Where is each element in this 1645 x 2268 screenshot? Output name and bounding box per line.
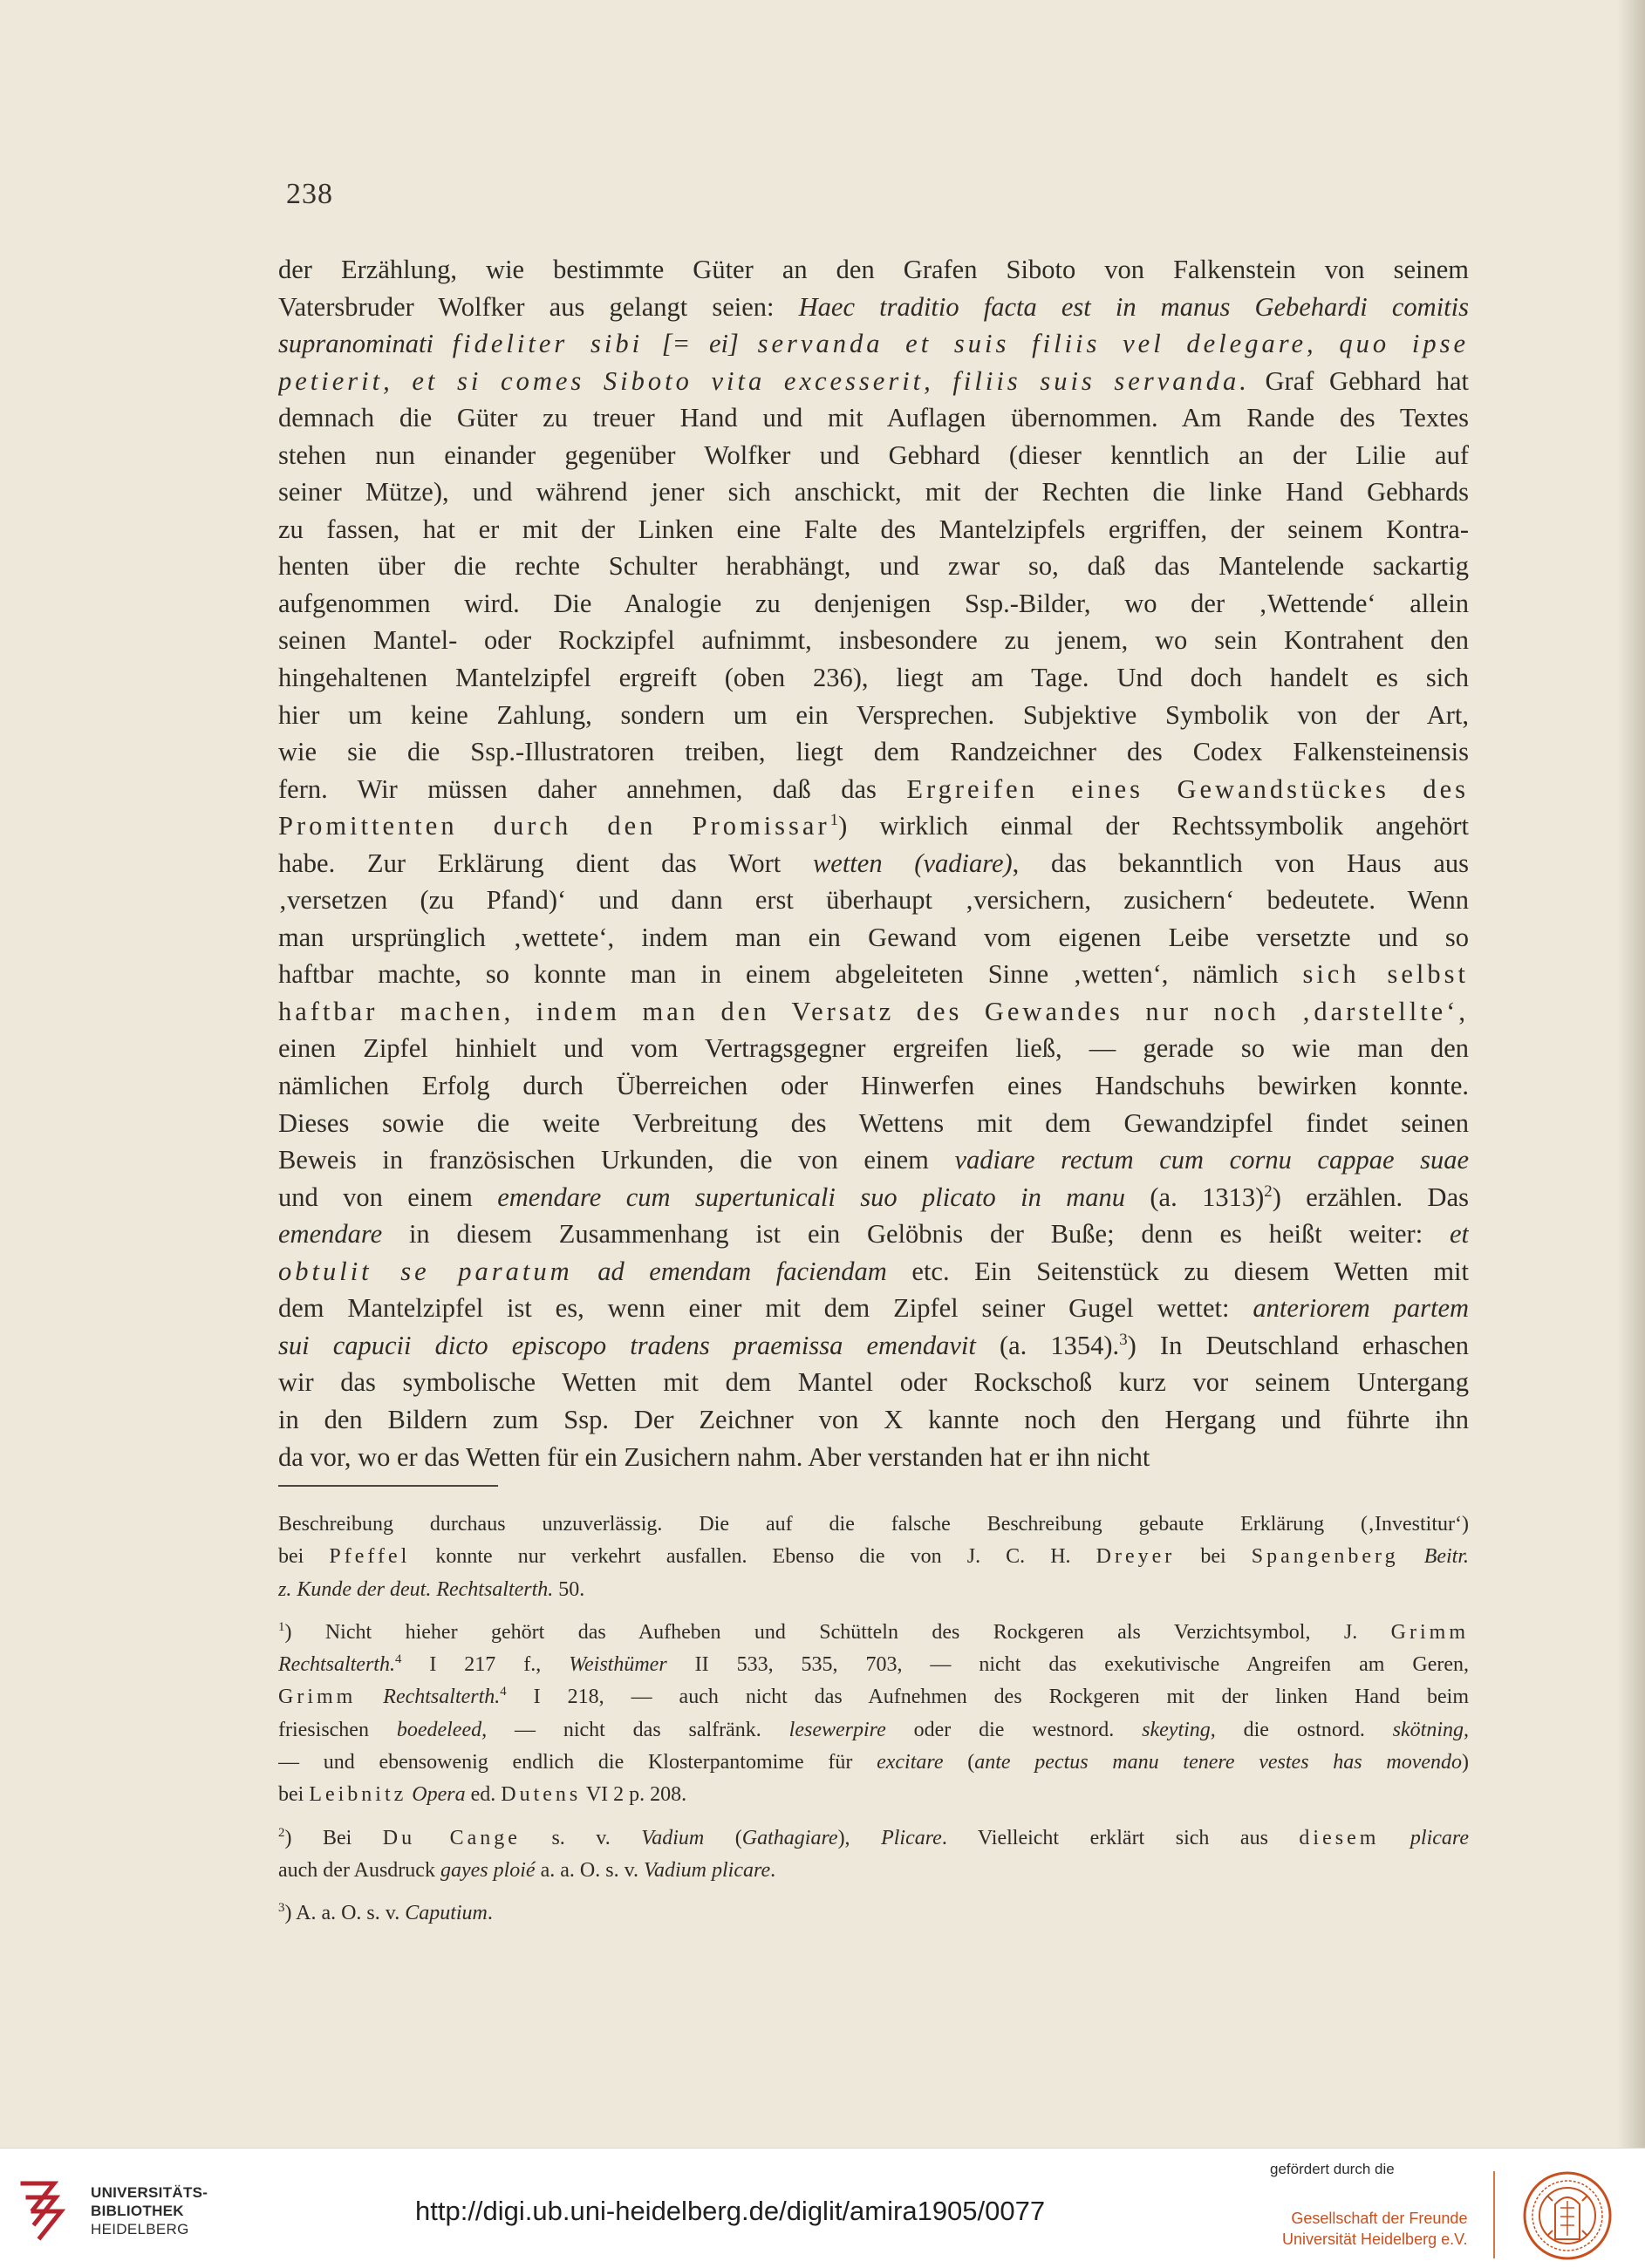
text-run: ) Nicht hieher gehört das Aufheben und Schütteln des Rockgeren als Verzichtsymbol, J. [284,1620,1391,1644]
text-run: die ostnord. [1215,1718,1393,1741]
body-line [278,363,1469,400]
text-run: boedeleed, [396,1718,488,1741]
footnote-line [278,1541,1469,1573]
footnote-line [278,1747,1469,1779]
text-run: 50. [553,1577,585,1601]
text-run: Graf Gebhard hat [1249,365,1469,396]
text-run: oder die westnord. [885,1718,1143,1741]
footnote-rule [278,1485,498,1487]
text-run: fideliter sibi [452,329,644,359]
text-run: obtulit se paratum [278,1256,573,1286]
body-line [278,1179,1469,1216]
text-run: Plicare [881,1826,942,1849]
text-run: ) wirklich einmal der Rechtssymbolik angehört [838,811,1469,841]
text-run: supranominati [278,329,453,359]
text-run: — nicht das salfränk. [487,1718,789,1741]
body-line [278,993,1469,1031]
text-run: bei [1175,1545,1252,1569]
text-run: henten über die rechte Schulter herabhängt, und zwar so, daß das Mantelende sackartig [278,551,1469,582]
text-run: auch der Ausdruck [278,1858,440,1882]
text-run: in diesem Zusammenhang ist ein Gelöbnis der Buße; denn es heißt weiter: [382,1219,1450,1250]
text-run: Rechtsalterth. [383,1686,501,1709]
text-run: s. v. [520,1826,642,1849]
page-edge-shadow [1617,0,1645,2148]
body-line [278,697,1469,734]
text-run: Vadium plicare [644,1858,771,1882]
text-run: wir das symbolische Wetten mit dem Mantel oder Rockschoß kurz vor seinem Untergang [278,1367,1469,1398]
text-run: diesem [1299,1826,1380,1849]
footnote-gap [278,1606,1469,1617]
text-run: plicare [1410,1826,1469,1849]
text-run: anteriorem partem [1253,1293,1469,1324]
body-line [278,1216,1469,1253]
text-run: hier um keine Zahlung, sondern um ein Versprechen. Subjektive Symbolik von der Art, [278,699,1469,730]
footnote-marker: 1 [829,811,839,830]
text-run: I 217 f., [401,1653,570,1677]
footnote-line [278,1714,1469,1747]
body-line [278,845,1469,882]
text-run: hingehaltenen Mantelzipfel ergreift (oben 236), liegt am Tage. Und doch handelt es sich [278,663,1469,693]
body-line [278,733,1469,771]
text-run: und von einem [278,1182,498,1212]
text-run [356,1686,383,1708]
library-name-line: UNIVERSITÄTS- [91,2184,208,2201]
text-run: Ergreifen eines Gewandstückes des [906,773,1469,804]
text-run: Opera [412,1783,466,1807]
text-run: Promittenten durch den Promissar [278,811,830,841]
text-run: haftbar machen, indem man den Versatz des Gewandes nur noch ‚darstellte‘, [278,996,1469,1026]
text-run: ), [837,1826,882,1849]
text-run: der Erzählung, wie bestimmte Güter an den Grafen Siboto von Falkenstein von seinem [278,255,1469,284]
text-run: VI 2 p. 208. [581,1783,687,1807]
footnote-line [278,1822,1469,1855]
body-line [278,251,1469,289]
text-run: seiner Mütze), und während jener sich anschickt, mit der Rechten die linke Hand Gebhards [278,477,1469,507]
text-run: petierit, et si comes Siboto vita excesserit, filiis suis servanda. [278,365,1250,396]
footnote-line [278,1681,1469,1713]
text-run: fern. Wir müssen daher annehmen, daß das [278,773,907,804]
text-run: Vadium [641,1826,705,1849]
body-line [278,919,1469,957]
text-run: lesewerpire [788,1718,886,1741]
footnote-marker: 4 [500,1685,507,1699]
footer-divider [1493,2171,1495,2258]
text-run: Dieses sowie die weite Verbreitung des Wettens mit dem Gewandzipfel findet seinen [278,1107,1469,1138]
text-run: bei [278,1783,310,1807]
text-run: ) Bei [284,1826,383,1849]
body-line [278,511,1469,548]
footnote-marker: 1 [278,1619,285,1634]
text-run: seinen Mantel- oder Rockzipfel aufnimmt, insbesondere zu jenem, wo sein Kontrahent den [278,625,1469,656]
body-line [278,1439,1469,1476]
body-line [278,771,1469,808]
body-line [278,1364,1469,1401]
text-run: . [487,1902,493,1925]
library-name-line: BIBLIOTHEK [91,2203,184,2219]
text-run: friesischen [278,1718,397,1741]
body-line [278,807,1469,845]
text-run: , das bekanntlich von Haus aus [1012,848,1469,878]
sponsor-name[interactable] [1282,2208,1467,2250]
body-line [278,1141,1469,1179]
body-line [278,956,1469,993]
text-run: — und ebensowenig endlich die Klosterpantomime für [278,1751,877,1774]
body-line [278,585,1469,623]
text-run: Du Cange [382,1826,521,1849]
text-run: ed. [465,1783,502,1807]
text-run: ) [1462,1751,1469,1774]
footnote-marker: 2 [278,1825,285,1840]
text-run: Beitr. [1423,1545,1469,1569]
footnote-line [278,1509,1469,1541]
body-line [278,882,1469,919]
text-run: haftbar machte, so konnte man in einem abgeleiteten Sinne ‚wetten‘, nämlich [278,959,1303,990]
body-line [278,325,1469,363]
text-run: Grimm [278,1686,357,1709]
text-run [1399,1545,1424,1568]
body-line [278,1253,1469,1291]
text-run: Weisthümer [569,1653,667,1677]
footnote-gap [278,1812,1469,1822]
body-text [278,251,1469,1475]
library-name-line: HEIDELBERG [91,2221,189,2237]
text-run: excitare [877,1751,944,1774]
text-run: gayes ploié [440,1858,536,1882]
text-run: wetten (vadiare) [812,848,1013,878]
university-library-logo-icon [16,2171,75,2241]
text-run: sui capucii dicto episcopo tradens praemissa emendavit [278,1330,976,1360]
text-run: ‚versetzen (zu Pfand)‘ und dann erst überhaupt ‚versichern, zusichern‘ bedeutete. Wenn [278,885,1469,916]
text-run: zu fassen, hat er mit der Linken eine Falte des Mantelzipfels ergriffen, der seinem Kontra- [278,514,1469,544]
footnote-line [278,1574,1469,1606]
body-line [278,1327,1469,1365]
text-run: Gathagiare [741,1826,838,1849]
text-run: emendare cum supertunicali suo plicato in manu [497,1182,1125,1212]
text-run: konnte nur verkehrt ausfallen. Ebenso die von J. C. H. [410,1545,1096,1569]
text-run: emendare [278,1219,383,1250]
text-run: wie sie die Ssp.-Illustratoren treiben, liegt dem Randzeichner des Codex Falkensteinensis [278,737,1469,767]
text-run: aufgenommen wird. Die Analogie zu denjenigen Ssp.-Bilder, wo der ‚Wettende‘ allein [278,588,1469,618]
footnote-marker: 3 [278,1901,285,1916]
footnote-line [278,1855,1469,1887]
permalink-url[interactable]: http://digi.ub.uni-heidelberg.de/diglit/amira1905/0077 [415,2196,1046,2226]
library-name [91,2183,208,2238]
text-run: Rechtsalterth. [278,1653,395,1677]
text-run: Beschreibung durchaus unzuverlässig. Die auf die falsche Beschreibung gebaute Erklärung (‚Investitur‘) [278,1513,1469,1536]
text-run: demnach die Güter zu treuer Hand und mit Auflagen übernommen. Am Rande des Textes [278,403,1469,433]
body-line [278,1290,1469,1327]
text-run: et [1449,1219,1469,1250]
text-run: skeyting, [1142,1718,1216,1741]
text-run: Spangenberg [1251,1545,1399,1569]
text-run: I 218, — auch nicht das Aufnehmen des Rockgeren mit der linken Hand beim [506,1686,1469,1709]
page-number: 238 [286,178,333,210]
text-run: z. Kunde der deut. Rechtsalterth. [278,1577,554,1601]
text-run: einen Zipfel hinhielt und vom Vertragsgegner ergreifen ließ, — gerade so wie man den [278,1033,1469,1064]
sponsor-name-line: Universität Heidelberg e.V. [1282,2231,1468,2248]
text-run: stehen nun einander gegenüber Wolfker und Gebhard (dieser kenntlich an der Lilie auf [278,439,1469,470]
text-run: man ursprünglich ‚wettete‘, indem man ein Gewand vom eigenen Leibe versetzte und so [278,922,1469,952]
text-run: Grimm [1390,1620,1469,1644]
text-run: etc. Ein Seitenstück zu diesem Wetten mit [886,1256,1469,1286]
text-run: ) In Deutschland erhaschen [1127,1330,1469,1360]
body-line [278,473,1469,511]
footnote-line [278,1897,1469,1930]
text-run: (a. 1354). [975,1330,1120,1360]
text-run: ad emendam faciendam [572,1256,887,1286]
sponsor-name-line: Gesellschaft der Freunde [1291,2210,1468,2227]
text-run: habe. Zur Erklärung dient das Wort [278,848,813,878]
text-run: Dutens [501,1783,582,1807]
body-line [278,437,1469,474]
footnote-marker: 4 [394,1652,402,1667]
sponsor-label: gefördert durch die [1270,2161,1395,2177]
text-run: Caputium [405,1902,488,1925]
text-run: nämlichen Erfolg durch Überreichen oder Hinwerfen eines Handschuhs bewirken konnte. [278,1071,1469,1101]
body-line [278,1105,1469,1142]
text-run: sich selbst [1302,959,1469,990]
text-run: (a. 1313) [1125,1182,1265,1212]
viewer-footer [0,2148,1645,2268]
text-run: ( [943,1751,975,1774]
text-run: ) A. a. O. s. v. [284,1902,406,1925]
footnotes [278,1509,1469,1931]
text-run: dem Mantelzipfel ist es, wenn einer mit dem Zipfel seiner Gugel wettet: [278,1293,1253,1324]
text-run: servanda et suis filiis vel delegare, quo ipse [757,329,1469,359]
text-run: . Vielleicht erklärt sich aus [941,1826,1300,1849]
footnote-line [278,1649,1469,1681]
body-line [278,1067,1469,1105]
text-run: ( [704,1826,742,1849]
body-line [278,659,1469,697]
body-line [278,1401,1469,1439]
body-line [278,1030,1469,1067]
text-run: skötning, [1392,1718,1469,1741]
body-line [278,622,1469,659]
body-line [278,289,1469,326]
text-run [1379,1827,1410,1849]
text-run: Vatersbruder Wolfker aus gelangt seien: [278,291,799,322]
footnote-gap [278,1887,1469,1897]
body-line [278,399,1469,437]
text-run: . [770,1858,776,1882]
text-run: Haec traditio facta est in manus Gebehardi comitis [798,291,1469,322]
footnote-marker: 3 [1119,1330,1128,1349]
text-run: ) erzählen. Das [1272,1182,1469,1212]
text-run: Dreyer [1096,1545,1176,1569]
text-run: II 533, 535, 703, — nicht das exekutivische Angreifen am Geren, [666,1653,1469,1677]
text-run: da vor, wo er das Wetten für ein Zusichern nahm. Aber verstanden hat er ihn nicht [278,1441,1150,1472]
text-run: [= ei] [643,329,758,359]
text-run: Beweis in französischen Urkunden, die von einem [278,1145,955,1175]
text-run: Pfeffel [329,1545,411,1569]
text-run: Leibnitz [309,1783,407,1807]
footnote-line [278,1779,1469,1811]
text-run: bei [278,1545,330,1569]
text-run: a. a. O. s. v. [535,1858,645,1882]
university-seal-icon [1514,2169,1621,2262]
body-line [278,548,1469,585]
footnote-marker: 2 [1264,1182,1273,1201]
text-run: vadiare rectum cum cornu cappae suae [954,1145,1469,1175]
footnote-line [278,1617,1469,1649]
text-run: ante pectus manu tenere vestes has movendo [974,1751,1462,1774]
text-run: in den Bildern zum Ssp. Der Zeichner von X kannte noch den Hergang und führte ihn [278,1404,1469,1434]
